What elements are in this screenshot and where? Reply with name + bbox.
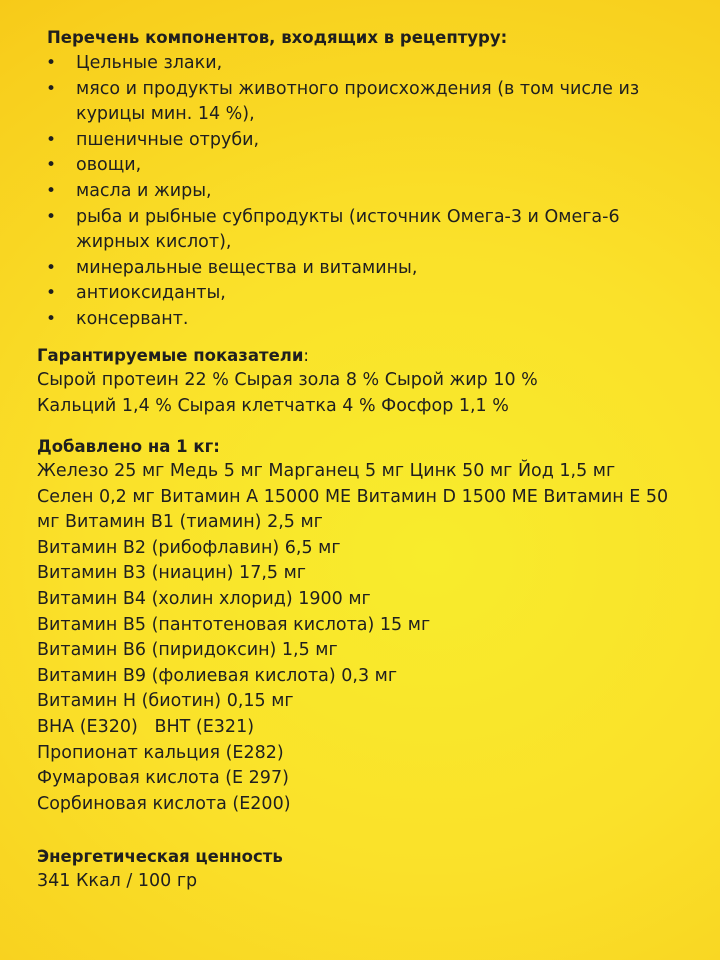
list-item [0, 77, 660, 128]
list-item-text: мясо и продукты животного происхождения (в том числе из курицы мин. 14 %), [76, 78, 640, 125]
added-section [37, 434, 677, 817]
list-item-text: минеральные вещества и витамины, [76, 257, 418, 278]
added-line: BHA (E320) BHT (E321) [37, 716, 255, 737]
list-item-text: рыба и рыбные субпродукты (источник Омега-3 и Омега-6 жирных кислот), [76, 206, 620, 253]
bullet-icon: • [46, 180, 57, 201]
added-line: Витамин B6 (пиридоксин) 1,5 мг [37, 640, 338, 661]
added-line: Витамин B2 (рибофлавин) 6,5 мг [37, 537, 341, 558]
bullet-icon: • [46, 78, 57, 99]
list-item [0, 128, 660, 154]
energy-section [37, 844, 677, 895]
added-line: мг Витамин B1 (тиамин) 2,5 мг [37, 512, 323, 533]
list-item [0, 307, 660, 333]
added-heading: Добавлено на 1 кг: [37, 437, 220, 456]
guaranteed-section [37, 343, 677, 419]
list-item [0, 179, 660, 205]
list-item [0, 51, 660, 77]
list-item-text: пшеничные отруби, [76, 129, 260, 150]
bullet-icon: • [46, 53, 57, 73]
added-line: Сорбиновая кислота (E200) [37, 793, 291, 814]
list-item-text: Цельные злаки, [76, 53, 223, 73]
added-line: Витамин B5 (пантотеновая кислота) 15 мг [37, 614, 431, 635]
list-item [0, 205, 660, 256]
bullet-icon: • [46, 155, 57, 176]
list-item-text: антиоксиданты, [76, 283, 226, 304]
list-item-text: овощи, [76, 155, 142, 176]
added-line: Витамин B4 (холин хлорид) 1900 мг [37, 588, 371, 609]
added-line: Витамин B9 (фолиевая кислота) 0,3 мг [37, 665, 398, 686]
guaranteed-line: Сырой протеин 22 % Сырая зола 8 % Сырой жир 10 % [37, 370, 538, 390]
list-item [0, 281, 660, 307]
bullet-icon: • [46, 257, 57, 278]
list-item [0, 256, 660, 282]
bullet-icon: • [46, 129, 57, 150]
added-line: Фумаровая кислота (Е 297) [37, 768, 289, 789]
bullet-icon: • [46, 308, 57, 329]
list-item-text: масла и жиры, [76, 180, 212, 201]
added-line: Селен 0,2 мг Витамин А 15000 МЕ Витамин D 1500 МЕ Витамин Е 50 [37, 486, 669, 507]
guaranteed-line: Кальций 1,4 % Сырая клетчатка 4 % Фосфор 1,1 % [37, 395, 509, 416]
added-line: Витамин H (биотин) 0,15 мг [37, 691, 294, 712]
bullet-icon: • [46, 283, 57, 304]
list-item [0, 153, 660, 179]
energy-value: 341 Ккал / 100 гр [37, 871, 198, 891]
added-line: Железо 25 мг Медь 5 мг Марганец 5 мг Цинк 50 мг Йод 1,5 мг [37, 461, 616, 481]
components-list [0, 51, 660, 333]
guaranteed-heading [37, 343, 677, 368]
composition-title: Перечень компонентов, входящих в рецептуру: [47, 28, 508, 47]
added-line: Пропионат кальция (E282) [37, 742, 284, 763]
guaranteed-heading-colon: : [303, 346, 309, 365]
guaranteed-heading-text: Гарантируемые показатели [37, 346, 304, 365]
added-line: Витамин B3 (ниацин) 17,5 мг [37, 563, 306, 584]
bullet-icon: • [46, 206, 57, 227]
list-item-text: консервант. [76, 308, 189, 329]
energy-heading: Энергетическая ценность [37, 847, 283, 866]
